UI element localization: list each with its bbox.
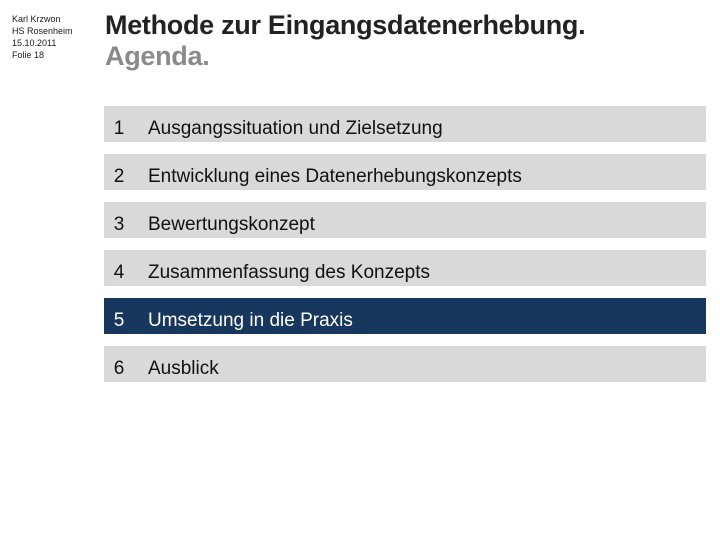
agenda-item-number: 6 xyxy=(113,358,125,379)
agenda-item-6 xyxy=(104,346,706,382)
slide-title-sub: Agenda. xyxy=(105,41,210,71)
agenda-item-4 xyxy=(104,250,706,286)
agenda-item-5 xyxy=(104,298,706,334)
agenda-item-number: 5 xyxy=(113,310,125,331)
slide-title-main: Methode zur Eingangsdatenerhebung. xyxy=(105,10,586,40)
agenda-item-label: Ausgangssituation und Zielsetzung xyxy=(148,118,443,139)
agenda-item-label: Zusammenfassung des Konzepts xyxy=(148,262,430,283)
agenda-item-label: Ausblick xyxy=(148,358,219,379)
agenda-item-2 xyxy=(104,154,706,190)
agenda-item-label: Umsetzung in die Praxis xyxy=(148,310,353,331)
agenda-item-label: Entwicklung eines Datenerhebungskonzepts xyxy=(148,166,522,187)
slide-title xyxy=(105,10,705,72)
author-name: Karl Krzwon xyxy=(12,14,61,24)
agenda-item-label: Bewertungskonzept xyxy=(148,214,315,235)
institution-name: HS Rosenheim xyxy=(12,26,73,36)
agenda-item-number: 2 xyxy=(113,166,125,187)
agenda-item-number: 4 xyxy=(113,262,125,283)
slide-number: Folie 18 xyxy=(12,50,45,60)
slide-meta xyxy=(12,13,97,61)
slide-date: 15.10.2011 xyxy=(12,38,57,48)
agenda-list xyxy=(104,106,706,394)
agenda-item-1 xyxy=(104,106,706,142)
agenda-item-number: 3 xyxy=(113,214,125,235)
agenda-item-3 xyxy=(104,202,706,238)
agenda-item-number: 1 xyxy=(113,118,125,139)
